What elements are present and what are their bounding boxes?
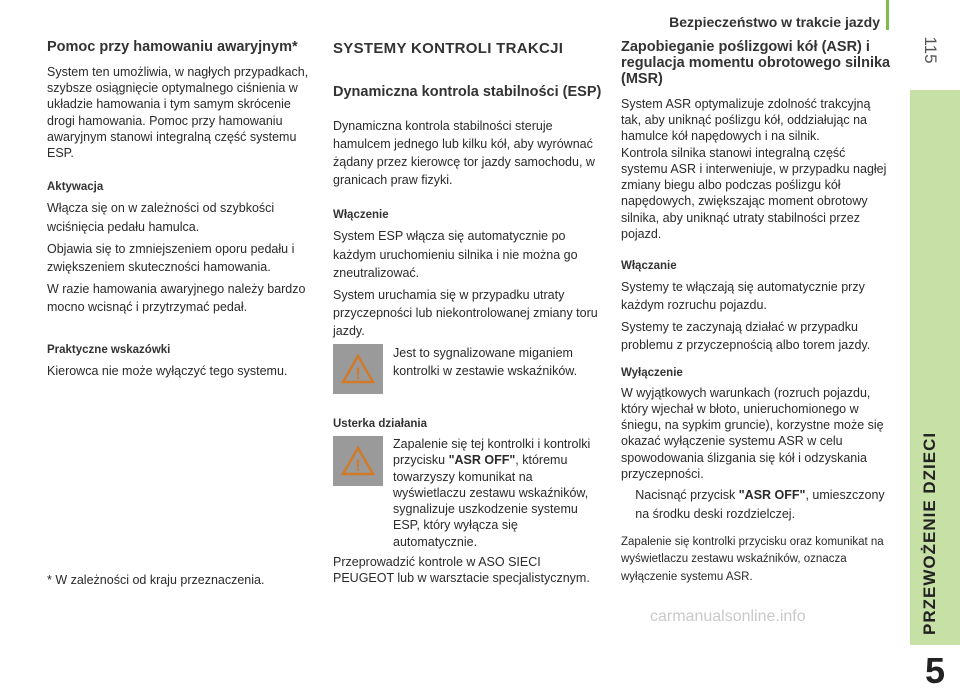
footnote	[47, 571, 317, 593]
fault-warning-row	[333, 436, 605, 550]
watermark: carmanualsonline.info	[650, 608, 806, 625]
asr-off-instruction	[621, 486, 893, 528]
header-accent-rule	[886, 0, 889, 30]
asr-off-heading: Wyłączenie	[621, 366, 683, 379]
running-header: Bezpieczeństwo w trakcie jazdy	[669, 14, 880, 30]
asr-on-text-2: Systemy te zaczynają działać w przypadku problemu z przyczepnością albo torem jazdy.	[621, 320, 871, 353]
asr-off-instruction-text	[635, 486, 893, 524]
fault-text-post: , któremu towarzyszy komunikat na wyświetlaczu zestawu wskaźników, sygnalizuje uszkodzenie systemu ESP, który wyłącza się automatycznie.	[393, 453, 589, 549]
emergency-braking-intro: System ten umożliwia, w nagłych przypadkach, szybsze osiągnięcie optymalnego ciśnienia w układzie hamowania i tym samym skrócenie drogi hamowania. Pomoc przy hamowaniu awaryjnym stanowi integralną część systemu ESP.	[47, 64, 309, 161]
section-title-emergency-braking: Pomoc przy hamowaniu awaryjnym*	[47, 39, 298, 55]
svg-text:!: !	[355, 456, 361, 476]
activation-heading: Aktywacja	[47, 181, 104, 194]
esp-on-text-2: System uruchamia się w przypadku utraty przyczepności lub niekontrolowanej zmiany toru jazdy.	[333, 287, 598, 339]
asr-title: Zapobieganie poślizgowi kół (ASR) i regulacja momentu obrotowego silnika (MSR)	[621, 39, 891, 87]
column-emergency-braking	[47, 40, 317, 384]
fault-warning-text	[393, 436, 605, 550]
asr-intro-2: Kontrola silnika stanowi integralną część systemu ASR i interweniuje, w przypadku nagłej zmiany biegu albo podczas poślizgu kół napędowych, zwiększając moment obrotowy silnika, aby uniknąć utraty stabilności przez pojazd.	[621, 145, 887, 241]
activation-text-3: W razie hamowania awaryjnego należy bardzo mocno wcisnąć i przytrzymać pedał.	[47, 281, 306, 315]
fault-service-text: Przeprowadzić kontrole w ASO SIECI PEUGEOT lub w warsztacie specjalistycznym.	[333, 554, 590, 586]
esp-warning-row	[333, 344, 605, 394]
warning-triangle-icon	[333, 436, 383, 486]
asr-off-label: "ASR OFF"	[448, 453, 516, 468]
esp-on-heading: Włączenie	[333, 209, 389, 222]
chapter-title: PRZEWOŻENIE DZIECI	[920, 431, 939, 635]
tips-text: Kierowca nie może wyłączyć tego systemu.	[47, 364, 288, 379]
svg-text:!: !	[355, 364, 361, 384]
warning-triangle-icon	[333, 344, 383, 394]
esp-warning-text: Jest to sygnalizowane miganiem kontrolki w zestawie wskaźników.	[393, 346, 578, 379]
asr-off-text: W wyjątkowych warunkach (rozruch pojazdu, który wjechał w błoto, unieruchomionego w śniegu, na sypkim gruncie), korzystne może się okazać wyłączenie systemu ASR w celu spowodowania ślizgania się kół i odzyskania przyczepności.	[621, 385, 884, 481]
instruction-pre: Nacisnąć przycisk	[635, 488, 739, 503]
instruction-post: , umieszczony na środku deski rozdzielczej.	[635, 488, 885, 521]
asr-on-heading: Włączanie	[621, 260, 677, 273]
asr-intro: System ASR optymalizuje zdolność trakcyjną tak, aby uniknąć poślizgu kół, oddziałując na hamulce kół napędowych i na silnik.	[621, 96, 871, 144]
fault-heading: Usterka działania	[333, 418, 427, 431]
traction-systems-title: SYSTEMY KONTROLI TRAKCJI	[333, 40, 564, 57]
asr-on-text-1: Systemy te włączają się automatycznie przy każdym rozruchu pojazdu.	[621, 280, 865, 313]
esp-on-text-1: System ESP włącza się automatycznie po każdym uruchomieniu silnika i nie można go zneutralizować.	[333, 229, 578, 280]
bullet-icon	[621, 486, 627, 528]
chapter-number: 5	[924, 650, 946, 691]
fault-text-pre: Zapalenie się tej kontrolki i kontrolki przycisku	[393, 437, 591, 468]
activation-text-2: Objawia się to zmniejszeniem oporu pedału i zwiększeniem skuteczności hamowania.	[47, 241, 295, 274]
page-number: 115	[921, 36, 940, 64]
column-asr	[621, 40, 893, 591]
esp-intro: Dynamiczna kontrola stabilności steruje hamulcem jednego lub kilku kół, aby wyrównać żądany przez kierowcę tor jazdy samochodu, w granicach praw fizyki.	[333, 118, 595, 188]
activation-text-1: Włącza się on w zależności od szybkości wciśnięcia pedału hamulca.	[47, 201, 275, 234]
asr-off-note: Zapalenie się kontrolki przycisku oraz komunikat na wyświetlaczu zestawu wskaźników, oznacza wyłączenie systemu ASR.	[621, 535, 884, 584]
esp-title: Dynamiczna kontrola stabilności (ESP)	[333, 84, 602, 100]
chapter-side-tab	[910, 90, 960, 691]
asr-off-button-label: "ASR OFF"	[738, 488, 806, 503]
column-esp	[333, 40, 605, 590]
tips-heading: Praktyczne wskazówki	[47, 344, 171, 357]
footnote-text: * W zależności od kraju przeznaczenia.	[47, 573, 265, 587]
